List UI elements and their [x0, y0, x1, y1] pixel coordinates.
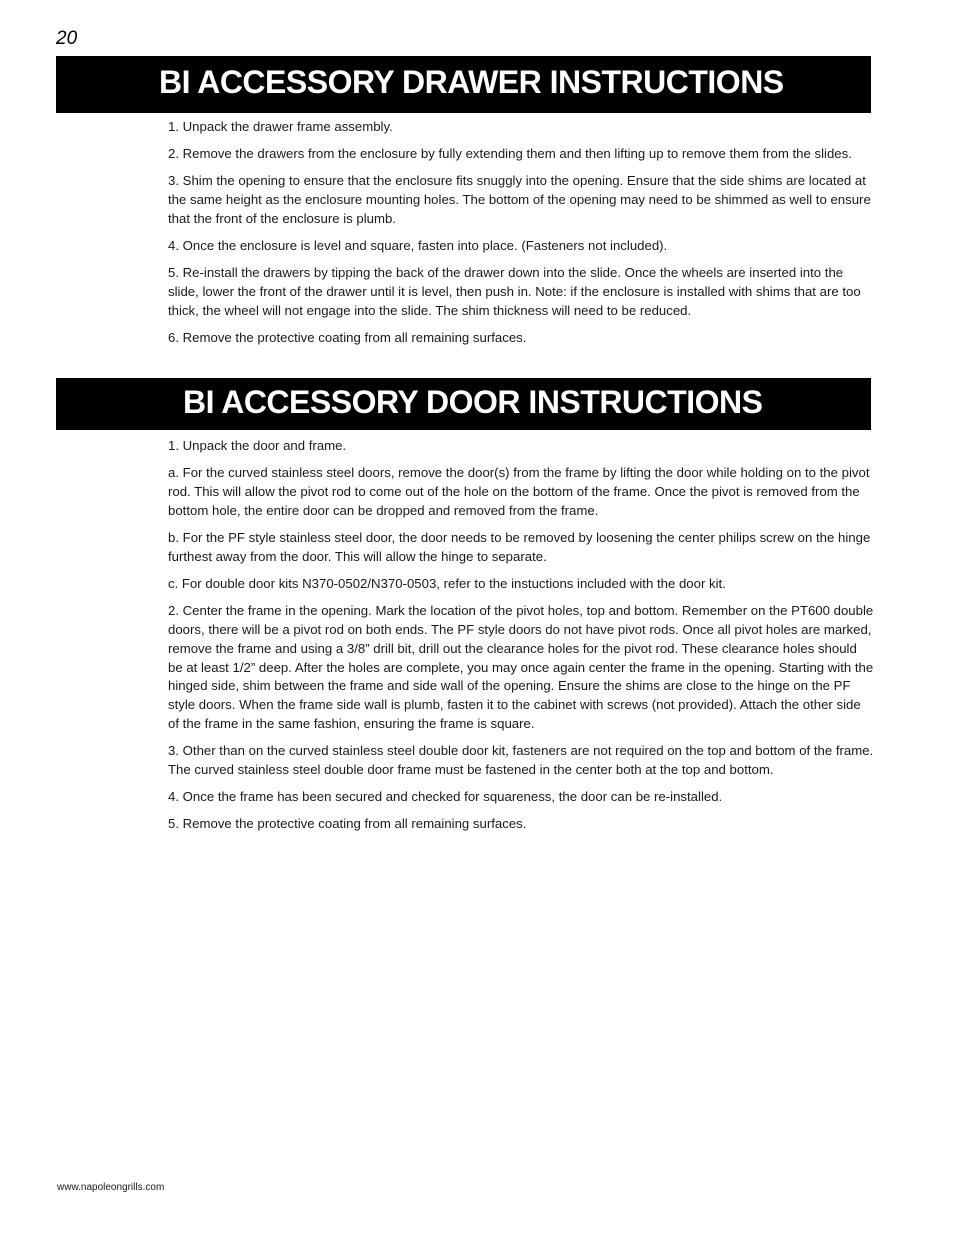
door-step: 4. Once the frame has been secured and checked for squareness, the door can be re-installed. [168, 789, 723, 805]
door-step: 1. Unpack the door and frame. [168, 438, 347, 453]
drawer-step: 1. Unpack the drawer frame assembly. [168, 119, 393, 134]
door-step: a. For the curved stainless steel doors, remove the door(s) from the frame by lifting the door while holding on to the pivot rod. This will allow the pivot rod to come out of the hole on the bottom of the frame. Once the pivot is removed from the bottom hole, the entire door can be dropped and removed from the frame. [168, 465, 870, 518]
drawer-step: 4. Once the enclosure is level and square, fasten into place. (Fasteners not included). [168, 238, 668, 254]
door-step: c. For double door kits N370-0502/N370-0503, refer to the instuctions included with the door kit. [168, 575, 726, 591]
drawer-step: 2. Remove the drawers from the enclosure by fully extending them and then lifting up to remove them from the slides. [168, 146, 852, 162]
door-step: b. For the PF style stainless steel door, the door needs to be removed by loosening the center philips screw on the hinge furthest away from the door. This will allow the hinge to separate. [168, 529, 871, 564]
door-step: 5. Remove the protective coating from all remaining surfaces. [168, 816, 527, 832]
drawer-steps-list [168, 118, 874, 356]
footer-website-url: www.napoleongrills.com [57, 1182, 165, 1193]
drawer-section-banner [56, 56, 871, 113]
door-section-banner [56, 378, 871, 430]
door-step: 2. Center the frame in the opening. Mark the location of the pivot holes, top and bottom. Remember on the PT600 double doors, there will be a pivot rod on both ends. The PF style doors do not have pivot rods. Once all pivot holes are marked, remove the frame and using a 3/8” drill bit, drill out the clearance holes for the pivot rod. These clearance holes should be at least 1/2” deep. After the holes are complete, you may once again center the frame in the opening. Starting with the hinged side, shim between the frame and side wall of the opening. Ensure the shims are close to the hinge on the PF style doors. When the frame side wall is plumb, fasten it to the cabinet with screws (not provided). Attach the other side of the frame in the same fashion, ensuring the frame is square. [168, 603, 874, 731]
door-step: 3. Other than on the curved stainless steel double door kit, fasteners are not required on the top and bottom of the frame. The curved stainless steel double door frame must be fastened in the center both at the top and bottom. [168, 743, 874, 777]
drawer-section-title: BI ACCESSORY DRAWER INSTRUCTIONS [159, 64, 784, 100]
page-number: 20 [56, 28, 78, 49]
drawer-step: 6. Remove the protective coating from all remaining surfaces. [168, 330, 527, 346]
door-section-title: BI ACCESSORY DOOR INSTRUCTIONS [183, 384, 763, 420]
door-steps-list [168, 437, 874, 842]
drawer-step: 3. Shim the opening to ensure that the enclosure fits snuggly into the opening. Ensure that the side shims are located at the same height as the enclosure mounting holes. The bottom of the opening may need to be shimmed as well to ensure that the front of the enclosure is plumb. [168, 173, 871, 226]
drawer-step: 5. Re-install the drawers by tipping the back of the drawer down into the slide. Once the wheels are inserted into the slide, lower the front of the drawer until it is level, then push in. Note: if the enclosure is installed with shims that are too thick, the wheel will not engage into the slide. The shim thickness will need to be reduced. [168, 265, 861, 318]
